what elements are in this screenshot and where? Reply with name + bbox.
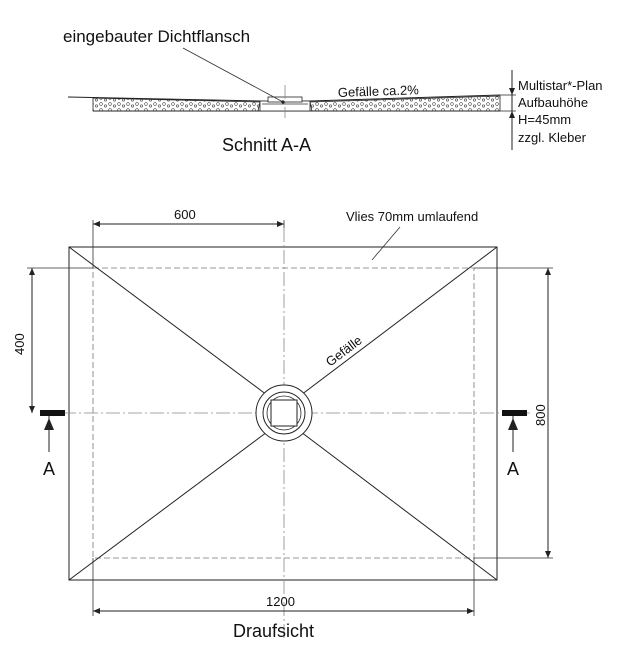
fleece-leader-line (372, 227, 400, 260)
section-marker-right-label: A (507, 459, 520, 479)
spec-line-4: zzgl. Kleber (518, 130, 586, 145)
drain-icon (256, 385, 312, 441)
dim-depth-label: 800 (533, 404, 548, 426)
plan-slope-label: Gefälle (322, 332, 365, 370)
slope-line-top-right (301, 247, 497, 395)
dim600-arrow-right (277, 221, 284, 227)
section-slope-label: Gefälle ca.2% (337, 82, 419, 100)
plan-title: Draufsicht (233, 621, 315, 641)
height-arrow-bottom (509, 111, 515, 118)
dim-width-label: 1200 (266, 594, 295, 609)
dim600-arrow-left (93, 221, 100, 227)
dim800-arrow-bottom (545, 551, 551, 558)
section-view (63, 27, 603, 155)
flange-callout-label: eingebauter Dichtflansch (63, 27, 251, 46)
section-title: Schnitt A-A (222, 135, 312, 155)
section-marker-right (502, 410, 527, 479)
section-marker-left-label: A (43, 459, 56, 479)
dim400-arrow-top (29, 268, 35, 275)
height-arrow-top (509, 88, 515, 95)
section-marker-left (40, 410, 65, 479)
fleece-label: Vlies 70mm umlaufend (346, 209, 479, 224)
dim800-arrow-top (545, 268, 551, 275)
dim400-arrow-bottom (29, 406, 35, 413)
plan-view (12, 207, 553, 641)
slope-line-top-left (69, 247, 267, 395)
dim1200-arrow-right (467, 608, 474, 614)
spec-line-3: H=45mm (518, 112, 572, 127)
callout-leader-line (183, 48, 283, 102)
dim1200-arrow-left (93, 608, 100, 614)
spec-line-2: Aufbauhöhe (518, 95, 589, 110)
dim-half-depth-label: 400 (12, 333, 27, 355)
dim-half-width-label: 600 (174, 207, 196, 222)
section-fill-left (93, 98, 260, 111)
spec-line-1: Multistar*-Plan (518, 78, 603, 93)
callout-leader-dot (281, 100, 284, 103)
